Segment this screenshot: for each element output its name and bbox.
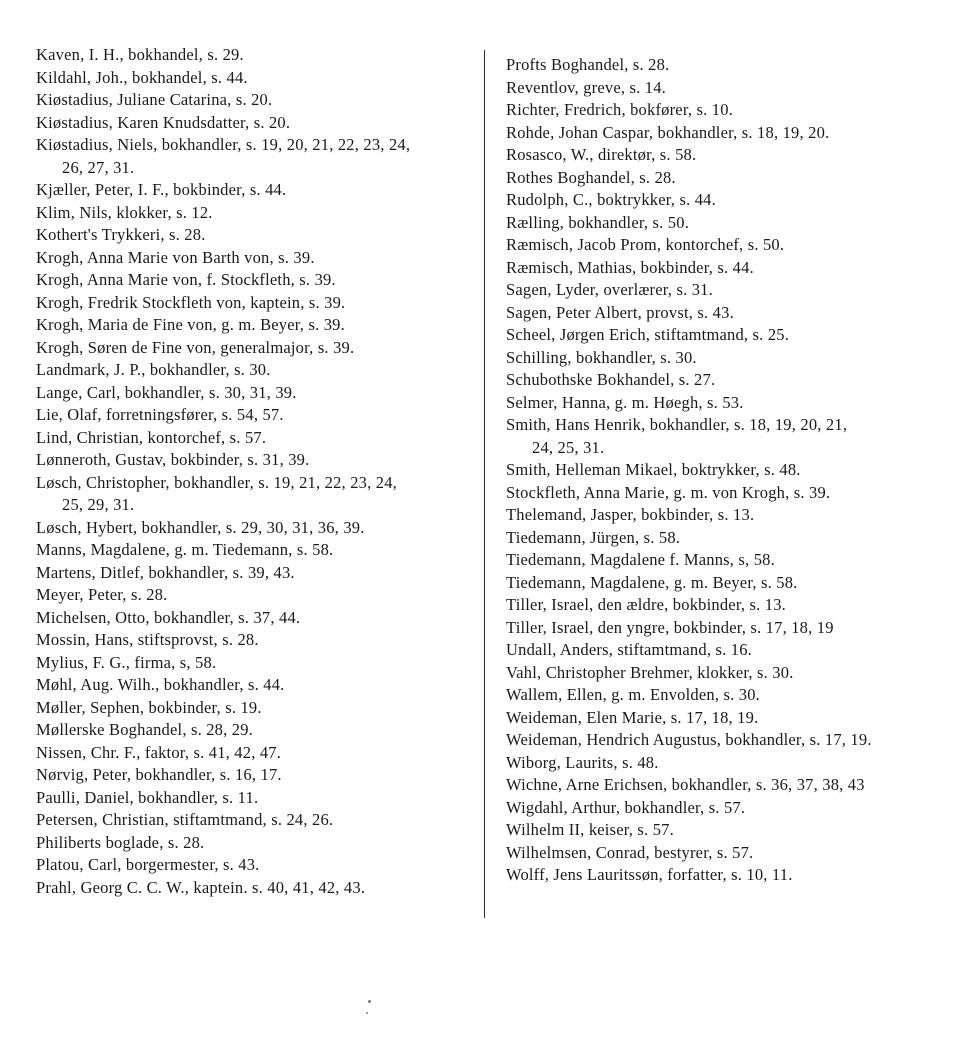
index-entry: [506, 144, 946, 167]
index-entry: [506, 864, 946, 887]
index-entry-text: Krogh, Maria de Fine von, g. m. Beyer, s. 39.: [36, 315, 345, 334]
index-entry-text: Tiedemann, Jürgen, s. 58.: [506, 527, 681, 547]
index-entry: [506, 572, 946, 595]
index-entry-text: Prahl, Georg C. C. W., kaptein. s. 40, 41, 42, 43.: [36, 877, 366, 897]
index-entry: [506, 684, 946, 707]
index-entry-text: Vahl, Christopher Brehmer, klokker, s. 30.: [506, 662, 794, 682]
index-entry: [506, 189, 946, 212]
index-entry-text: Landmark, J. P., bokhandler, s. 30.: [36, 360, 271, 379]
index-entry-text: Klim, Nils, klokker, s. 12.: [36, 202, 213, 222]
index-entry-text: Stockfleth, Anna Marie, g. m. von Krogh, s. 39.: [506, 482, 831, 502]
index-entry-text: Ræmisch, Mathias, bokbinder, s. 44.: [506, 257, 754, 277]
index-entry: [506, 392, 946, 415]
index-entry: [506, 122, 946, 145]
index-entry-text: Ræmisch, Jacob Prom, kontorchef, s. 50.: [506, 235, 785, 254]
index-entry: [36, 44, 476, 67]
index-entry-text: Tiedemann, Magdalene f. Manns, s, 58.: [506, 550, 775, 569]
index-entry: [506, 99, 946, 122]
index-entry: [506, 257, 946, 280]
index-entry-text: Sagen, Peter Albert, provst, s. 43.: [506, 302, 734, 322]
index-entry-text: Kildahl, Joh., bokhandel, s. 44.: [36, 67, 248, 87]
index-entry: [36, 584, 476, 607]
index-entry-text: Weideman, Hendrich Augustus, bokhandler, s. 17, 19.: [506, 730, 872, 749]
index-entry-continuation: 24, 25, 31.: [532, 437, 605, 457]
index-entry-text: Meyer, Peter, s. 28.: [36, 585, 168, 604]
index-entry-text: Nissen, Chr. F., faktor, s. 41, 42, 47.: [36, 742, 282, 762]
index-entry-text: Schilling, bokhandler, s. 30.: [506, 347, 697, 367]
index-entry: [36, 112, 476, 135]
index-entry-text: Løsch, Hybert, bokhandler, s. 29, 30, 31, 36, 39.: [36, 517, 365, 537]
index-entry-text: Kiøstadius, Karen Knudsdatter, s. 20.: [36, 112, 291, 132]
print-speck: [368, 1000, 371, 1003]
index-entry: [36, 404, 476, 427]
index-entry: [506, 414, 946, 459]
index-entry: [36, 719, 476, 742]
index-entry: [506, 167, 946, 190]
index-entry: [36, 382, 476, 405]
index-entry-text: Lønneroth, Gustav, bokbinder, s. 31, 39.: [36, 450, 310, 469]
index-entry: [36, 809, 476, 832]
index-entry: [506, 234, 946, 257]
index-entry: [36, 697, 476, 720]
index-entry-text: Krogh, Anna Marie von Barth von, s. 39.: [36, 247, 315, 267]
index-entry: [506, 54, 946, 77]
index-entry-text: Michelsen, Otto, bokhandler, s. 37, 44.: [36, 607, 301, 627]
index-column-left: [36, 44, 476, 899]
index-entry: [36, 427, 476, 450]
index-entry-text: Wilhelm II, keiser, s. 57.: [506, 820, 674, 839]
index-entry-text: Wolff, Jens Lauritssøn, forfatter, s. 10, 11.: [506, 865, 793, 884]
index-entry-text: Wigdahl, Arthur, bokhandler, s. 57.: [506, 797, 746, 817]
index-entry: [506, 774, 946, 797]
index-entry: [36, 359, 476, 382]
index-entry-text: Philiberts boglade, s. 28.: [36, 832, 205, 852]
index-entry-text: Scheel, Jørgen Erich, stiftamtmand, s. 25.: [506, 325, 790, 344]
index-entry: [36, 89, 476, 112]
index-entry: [36, 877, 476, 900]
index-entry-continuation: 26, 27, 31.: [62, 157, 135, 177]
index-entry-text: Rudolph, C., boktrykker, s. 44.: [506, 190, 716, 209]
index-entry: [36, 517, 476, 540]
index-entry-text: Møllerske Boghandel, s. 28, 29.: [36, 720, 254, 739]
index-entry-text: Krogh, Fredrik Stockfleth von, kaptein, s. 39.: [36, 292, 346, 312]
index-entry-text: Kiøstadius, Juliane Catarina, s. 20.: [36, 90, 273, 109]
index-entry: [506, 369, 946, 392]
index-entry: [36, 539, 476, 562]
index-entry: [36, 652, 476, 675]
index-entry-text: Lie, Olaf, forretningsfører, s. 54, 57.: [36, 405, 284, 424]
index-entry-text: Kothert's Trykkeri, s. 28.: [36, 225, 206, 244]
index-column-right: [506, 54, 946, 887]
index-entry-text: Lind, Christian, kontorchef, s. 57.: [36, 427, 267, 447]
index-entry: [506, 707, 946, 730]
index-entry: [506, 459, 946, 482]
index-entry: [36, 764, 476, 787]
index-entry: [506, 594, 946, 617]
index-entry-text: Rosasco, W., direktør, s. 58.: [506, 145, 697, 164]
index-entry: [36, 292, 476, 315]
index-entry-text: Møhl, Aug. Wilh., bokhandler, s. 44.: [36, 675, 285, 694]
index-entry-text: Sagen, Lyder, overlærer, s. 31.: [506, 280, 713, 299]
index-entry-text: Richter, Fredrich, bokfører, s. 10.: [506, 100, 733, 119]
index-entry: [506, 549, 946, 572]
index-entry: [36, 607, 476, 630]
index-entry: [506, 212, 946, 235]
index-entry: [506, 77, 946, 100]
index-entry-text: Mossin, Hans, stiftsprovst, s. 28.: [36, 630, 259, 649]
index-entry-text: Profts Boghandel, s. 28.: [506, 55, 670, 74]
index-entry: [36, 224, 476, 247]
index-entry: [506, 639, 946, 662]
index-entry: [36, 472, 476, 517]
index-entry-text: Schubothske Bokhandel, s. 27.: [506, 370, 716, 389]
index-entry-text: Krogh, Anna Marie von, f. Stockfleth, s. 39.: [36, 270, 336, 289]
index-entry: [506, 662, 946, 685]
index-entry-text: Wiborg, Laurits, s. 48.: [506, 752, 659, 772]
index-entry: [506, 617, 946, 640]
index-entry-text: Tiller, Israel, den yngre, bokbinder, s. 17, 18, 19: [506, 617, 834, 637]
index-entry-text: Rothes Boghandel, s. 28.: [506, 167, 676, 187]
print-speck: [366, 1012, 368, 1014]
index-entry-text: Undall, Anders, stiftamtmand, s. 16.: [506, 640, 752, 659]
index-entry-text: Lange, Carl, bokhandler, s. 30, 31, 39.: [36, 382, 297, 402]
index-entry: [36, 449, 476, 472]
index-entry-text: Manns, Magdalene, g. m. Tiedemann, s. 58.: [36, 540, 334, 559]
index-entry-text: Løsch, Christopher, bokhandler, s. 19, 21, 22, 23, 24,: [36, 472, 397, 492]
index-entry: [506, 819, 946, 842]
index-entry-text: Smith, Helleman Mikael, boktrykker, s. 48.: [506, 460, 801, 479]
index-entry: [506, 752, 946, 775]
index-entry-text: Paulli, Daniel, bokhandler, s. 11.: [36, 787, 259, 807]
index-entry: [506, 842, 946, 865]
index-entry: [36, 629, 476, 652]
index-entry-text: Tiedemann, Magdalene, g. m. Beyer, s. 58.: [506, 572, 798, 592]
index-entry-text: Thelemand, Jasper, bokbinder, s. 13.: [506, 505, 755, 524]
index-entry: [506, 279, 946, 302]
index-entry-text: Tiller, Israel, den ældre, bokbinder, s. 13.: [506, 595, 786, 614]
index-entry: [36, 179, 476, 202]
index-entry: [36, 832, 476, 855]
index-entry-text: Reventlov, greve, s. 14.: [506, 77, 666, 97]
index-entry-text: Wichne, Arne Erichsen, bokhandler, s. 36, 37, 38, 43: [506, 775, 865, 794]
index-entry-text: Kiøstadius, Niels, bokhandler, s. 19, 20, 21, 22, 23, 24,: [36, 135, 411, 154]
index-entry: [506, 324, 946, 347]
index-entry: [506, 482, 946, 505]
index-entry-continuation: 25, 29, 31.: [62, 495, 135, 514]
index-entry: [506, 729, 946, 752]
index-entry: [36, 247, 476, 270]
index-entry: [36, 674, 476, 697]
index-entry: [36, 854, 476, 877]
index-entry: [36, 337, 476, 360]
index-entry: [36, 314, 476, 337]
index-entry-text: Kaven, I. H., bokhandel, s. 29.: [36, 45, 244, 64]
index-entry-text: Kjæller, Peter, I. F., bokbinder, s. 44.: [36, 180, 287, 199]
index-entry-text: Smith, Hans Henrik, bokhandler, s. 18, 19, 20, 21,: [506, 415, 848, 434]
index-entry: [36, 202, 476, 225]
index-entry-text: Møller, Sephen, bokbinder, s. 19.: [36, 697, 262, 717]
index-entry: [506, 504, 946, 527]
index-entry: [36, 134, 476, 179]
index-entry: [506, 347, 946, 370]
index-entry-text: Platou, Carl, borgermester, s. 43.: [36, 855, 260, 874]
index-entry-text: Krogh, Søren de Fine von, generalmajor, s. 39.: [36, 337, 355, 357]
index-entry: [36, 67, 476, 90]
index-entry: [36, 269, 476, 292]
index-entry-text: Selmer, Hanna, g. m. Høegh, s. 53.: [506, 392, 744, 412]
index-entry-text: Weideman, Elen Marie, s. 17, 18, 19.: [506, 707, 759, 727]
index-entry: [506, 302, 946, 325]
index-entry-text: Martens, Ditlef, bokhandler, s. 39, 43.: [36, 562, 295, 582]
index-entry-text: Rælling, bokhandler, s. 50.: [506, 212, 690, 232]
index-entry-text: Mylius, F. G., firma, s, 58.: [36, 652, 217, 672]
index-entry: [36, 742, 476, 765]
column-divider: [484, 50, 485, 918]
index-entry: [36, 787, 476, 810]
index-entry-text: Nørvig, Peter, bokhandler, s. 16, 17.: [36, 765, 282, 784]
index-entry: [36, 562, 476, 585]
index-entry-text: Petersen, Christian, stiftamtmand, s. 24, 26.: [36, 810, 334, 829]
index-entry: [506, 797, 946, 820]
index-entry: [506, 527, 946, 550]
index-entry-text: Wallem, Ellen, g. m. Envolden, s. 30.: [506, 685, 760, 704]
index-entry-text: Wilhelmsen, Conrad, bestyrer, s. 57.: [506, 842, 754, 862]
index-entry-text: Rohde, Johan Caspar, bokhandler, s. 18, 19, 20.: [506, 122, 830, 142]
